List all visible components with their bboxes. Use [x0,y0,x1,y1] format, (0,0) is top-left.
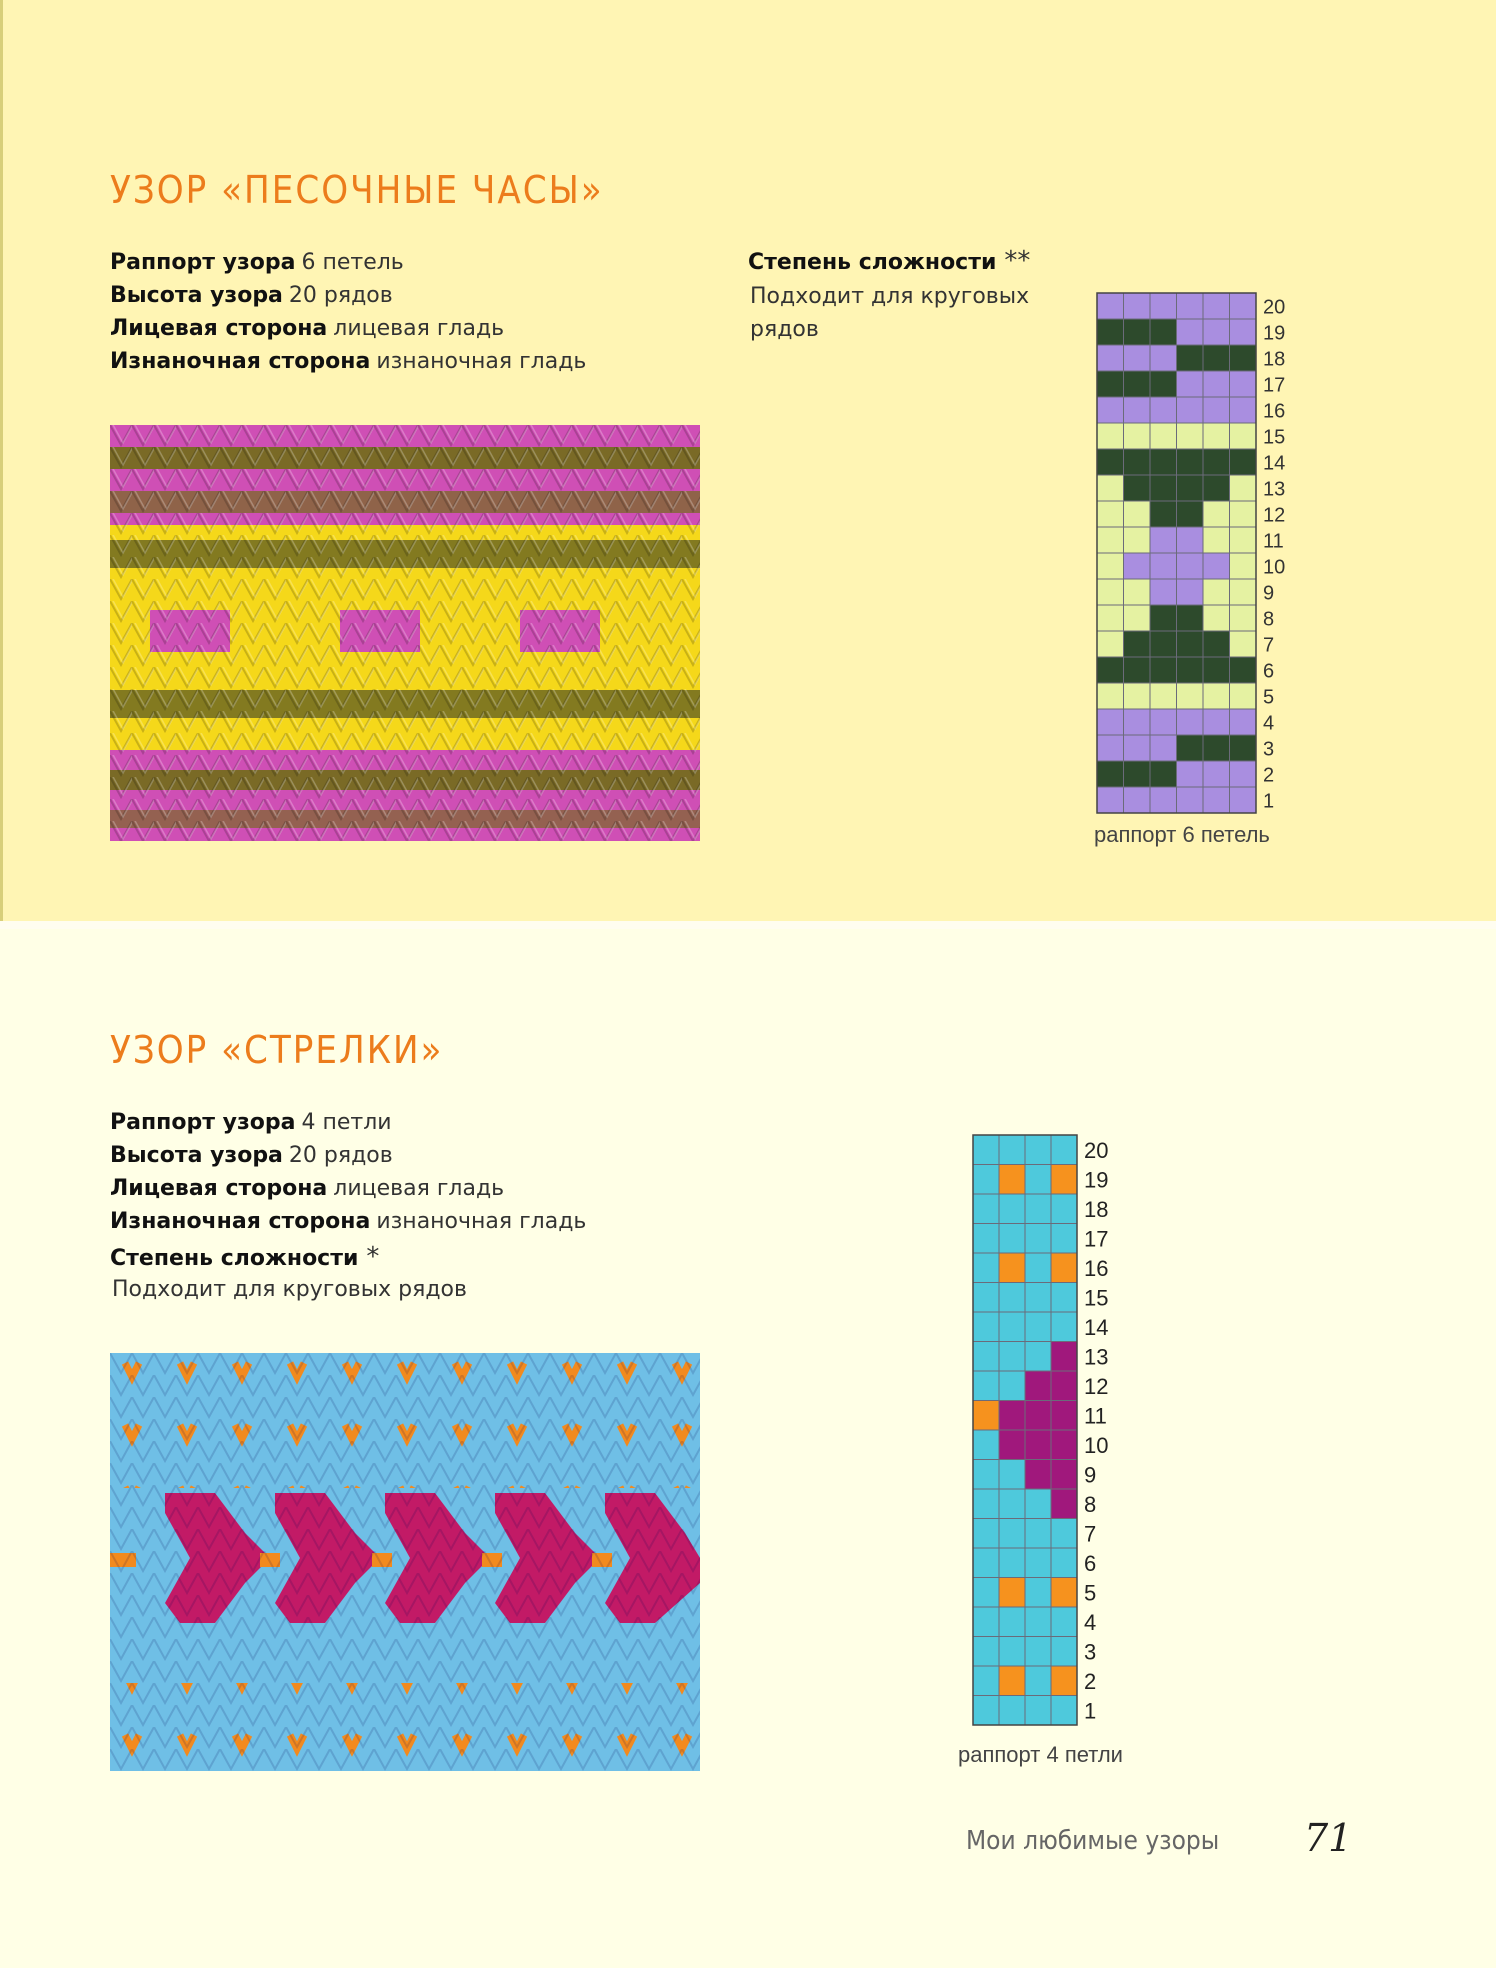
face-value: лицевая гладь [333,1176,505,1201]
pattern2-photo [110,1353,700,1771]
row-number: 7 [1263,634,1275,657]
chart-cell [1230,345,1257,371]
chart-cell [973,1401,999,1431]
height-label: Высота узора [110,283,283,308]
chart-cell [999,1253,1025,1283]
chart-cell [1097,527,1124,553]
chart-cell [973,1224,999,1254]
chart-cell [1150,501,1177,527]
chart-cell [1150,371,1177,397]
chart-cell [1051,1401,1077,1431]
chart-cell [973,1578,999,1608]
chart-cell [1150,631,1177,657]
row-number: 2 [1263,764,1275,787]
pattern2-back [110,1209,586,1234]
chart-cell [973,1430,999,1460]
chart-cell [1124,579,1151,605]
chart-cell [999,1578,1025,1608]
row-number: 3 [1263,738,1275,761]
chart-cell [999,1135,1025,1165]
chart-cell [1150,735,1177,761]
chart-cell [1150,293,1177,319]
chart-cell [1203,319,1230,345]
chart-cell [1203,397,1230,423]
chart-grid [1096,292,1295,816]
chart-cell [1097,553,1124,579]
chart-cell [1097,631,1124,657]
chart-cell [1097,657,1124,683]
chart-cell [1025,1578,1051,1608]
chart-cell [1025,1637,1051,1667]
chart-cell [1203,631,1230,657]
rapport-label: Раппорт узора [110,250,296,275]
chart-cell [1124,709,1151,735]
row-number: 12 [1084,1374,1109,1400]
chart-cell [1177,397,1204,423]
chart-cell [1124,761,1151,787]
difficulty-stars: * [366,1242,380,1272]
chart-cell [1025,1548,1051,1578]
chart-cell [1051,1548,1077,1578]
pattern2-difficulty [110,1242,379,1272]
chart-cell [1097,475,1124,501]
height-value: 20 рядов [288,283,393,308]
chart-cell [1025,1342,1051,1372]
chart-cell [973,1489,999,1519]
chart-cell [1097,605,1124,631]
chart-cell [1230,397,1257,423]
chart-cell [1097,397,1124,423]
rapport-value: 6 петель [301,250,404,275]
chart-cell [1230,631,1257,657]
chart-cell [1230,787,1257,813]
chart-cell [1203,527,1230,553]
rapport-label: Раппорт узора [110,1110,296,1135]
difficulty-label: Степень сложности [110,1246,359,1271]
chart-cell [1025,1224,1051,1254]
chart-cell [1150,345,1177,371]
chart-cell [1025,1460,1051,1490]
chart-cell [1051,1342,1077,1372]
chart-cell [1230,527,1257,553]
chart-cell [1203,657,1230,683]
pattern1-photo [110,425,700,841]
chart-cell [973,1253,999,1283]
chart-cell [1097,735,1124,761]
chart-cell [1051,1283,1077,1313]
row-number: 18 [1084,1197,1109,1223]
chart-cell [1203,371,1230,397]
footer-title: Мои любимые узоры [966,1826,1220,1856]
chart-cell [1097,761,1124,787]
chart-cell [1025,1519,1051,1549]
chart-cell [1177,579,1204,605]
chart-cell [1230,709,1257,735]
chart-cell [1025,1312,1051,1342]
height-value: 20 рядов [288,1143,393,1168]
chart-cell [1097,787,1124,813]
height-label: Высота узора [110,1143,283,1168]
row-number: 2 [1084,1669,1097,1695]
row-number: 6 [1263,660,1275,683]
chart-cell [999,1519,1025,1549]
chart-cell [1230,293,1257,319]
pattern1-chart [1096,292,1295,820]
chart-cell [1203,761,1230,787]
chart-cell [1124,293,1151,319]
chart-cell [1097,501,1124,527]
chart-cell [999,1165,1025,1195]
row-number: 13 [1263,478,1286,501]
chart-cell [1097,319,1124,345]
chart-cell [1203,787,1230,813]
row-number: 20 [1084,1138,1109,1164]
chart-cell [1230,761,1257,787]
chart-cell [1025,1194,1051,1224]
chart-cell [973,1548,999,1578]
chart-cell [1230,553,1257,579]
chart-cell [1051,1666,1077,1696]
chart-cell [973,1666,999,1696]
pattern1-chart-caption: раппорт 6 петель [1094,822,1270,847]
chart-cell [1051,1637,1077,1667]
chart-cell [999,1548,1025,1578]
row-number: 3 [1084,1639,1097,1665]
chart-cell [1051,1253,1077,1283]
chart-cell [1203,579,1230,605]
row-number: 11 [1084,1403,1107,1429]
chart-cell [1177,605,1204,631]
pattern2-rapport [110,1110,392,1135]
chart-cell [999,1696,1025,1726]
back-label: Изнаночная сторона [110,349,371,374]
page-number: 71 [1304,1816,1353,1860]
row-number: 10 [1263,556,1286,579]
chart-cell [1025,1430,1051,1460]
chart-cell [1097,423,1124,449]
chart-cell [1150,683,1177,709]
chart-cell [1124,423,1151,449]
row-number: 15 [1084,1285,1109,1311]
chart-cell [1025,1135,1051,1165]
chart-cell [1051,1224,1077,1254]
chart-cell [1025,1371,1051,1401]
chart-cell [1097,293,1124,319]
chart-cell [1177,293,1204,319]
chart-cell [1051,1165,1077,1195]
chart-cell [1203,683,1230,709]
chart-cell [1051,1312,1077,1342]
chart-cell [973,1371,999,1401]
chart-cell [1203,293,1230,319]
difficulty-stars: ** [1004,246,1031,276]
chart-cell [1203,423,1230,449]
pattern2-title: УЗОР «СТРЕЛКИ» [110,1028,444,1072]
chart-cell [1097,371,1124,397]
chart-cell [973,1312,999,1342]
chart-grid [972,1134,1116,1728]
chart-cell [1025,1696,1051,1726]
pattern2-height [110,1143,393,1168]
face-label: Лицевая сторона [110,1176,328,1201]
chart-cell [1150,423,1177,449]
chart-cell [973,1342,999,1372]
chart-cell [1230,371,1257,397]
chart-cell [1150,553,1177,579]
chart-cell [1051,1135,1077,1165]
chart-cell [1051,1371,1077,1401]
chart-cell [1124,631,1151,657]
chart-cell [999,1637,1025,1667]
pattern1-rapport [110,250,404,275]
row-number: 9 [1084,1462,1097,1488]
row-number: 4 [1263,712,1275,735]
chart-cell [1230,735,1257,761]
chart-cell [1230,657,1257,683]
row-number: 1 [1263,790,1275,813]
chart-cell [1051,1519,1077,1549]
chart-cell [1124,605,1151,631]
chart-cell [1150,397,1177,423]
chart-cell [1150,761,1177,787]
face-label: Лицевая сторона [110,316,328,341]
chart-cell [1097,683,1124,709]
chart-cell [1203,709,1230,735]
chart-cell [1177,631,1204,657]
chart-cell [1025,1666,1051,1696]
chart-cell [1177,319,1204,345]
chart-cell [1177,787,1204,813]
chart-cell [1124,501,1151,527]
row-number: 15 [1263,426,1286,449]
pattern2-note: Подходит для круговых рядов [112,1277,467,1302]
chart-cell [1177,735,1204,761]
row-number: 13 [1084,1344,1109,1370]
section-divider [0,921,1496,929]
chart-cell [1025,1401,1051,1431]
pattern2-face [110,1176,504,1201]
chart-cell [1150,579,1177,605]
chart-cell [1124,657,1151,683]
chart-cell [1097,449,1124,475]
chart-cell [1124,319,1151,345]
chart-cell [1177,761,1204,787]
chart-cell [999,1283,1025,1313]
chart-cell [1124,449,1151,475]
chart-cell [1177,423,1204,449]
chart-cell [1203,449,1230,475]
chart-cell [1051,1489,1077,1519]
chart-cell [973,1519,999,1549]
chart-cell [1203,553,1230,579]
chart-cell [1203,605,1230,631]
chart-cell [1124,397,1151,423]
chart-cell [999,1312,1025,1342]
chart-cell [973,1283,999,1313]
chart-cell [973,1637,999,1667]
chart-cell [1025,1253,1051,1283]
chart-cell [1124,345,1151,371]
row-number: 9 [1263,582,1275,605]
chart-cell [1203,735,1230,761]
row-number: 14 [1263,452,1286,475]
row-number: 6 [1084,1551,1097,1577]
chart-cell [1230,501,1257,527]
pattern1-height [110,283,393,308]
chart-cell [973,1607,999,1637]
row-number: 8 [1084,1492,1097,1518]
chart-cell [1124,735,1151,761]
row-number: 5 [1084,1580,1097,1606]
chart-cell [1203,475,1230,501]
chart-cell [973,1696,999,1726]
chart-cell [1124,527,1151,553]
chart-cell [1051,1607,1077,1637]
chart-cell [1025,1165,1051,1195]
chart-cell [1124,787,1151,813]
row-number: 12 [1263,504,1286,527]
row-number: 1 [1084,1698,1097,1724]
chart-cell [1230,579,1257,605]
chart-cell [1150,709,1177,735]
chart-cell [1177,709,1204,735]
back-label: Изнаночная сторона [110,1209,371,1234]
row-number: 17 [1263,374,1286,397]
chart-cell [1051,1430,1077,1460]
chart-cell [999,1371,1025,1401]
row-number: 16 [1263,400,1286,423]
chart-cell [1051,1578,1077,1608]
chart-cell [1097,345,1124,371]
chart-cell [1230,449,1257,475]
row-number: 4 [1084,1610,1097,1636]
chart-cell [1051,1696,1077,1726]
chart-cell [999,1430,1025,1460]
chart-cell [1124,371,1151,397]
rapport-value: 4 петли [301,1110,392,1135]
chart-cell [1097,709,1124,735]
chart-cell [999,1194,1025,1224]
chart-cell [999,1460,1025,1490]
chart-cell [1150,449,1177,475]
row-number: 19 [1084,1167,1109,1193]
chart-cell [1150,657,1177,683]
chart-cell [999,1489,1025,1519]
row-number: 5 [1263,686,1275,709]
pattern1-difficulty [748,246,1030,276]
row-number: 17 [1084,1226,1109,1252]
chart-cell [1177,475,1204,501]
row-number: 19 [1263,322,1286,345]
chart-cell [1230,319,1257,345]
chart-cell [1177,657,1204,683]
chart-cell [1177,345,1204,371]
chart-cell [1150,605,1177,631]
chart-cell [999,1342,1025,1372]
chart-cell [973,1460,999,1490]
chart-cell [1051,1460,1077,1490]
chart-cell [1177,527,1204,553]
chart-cell [1177,683,1204,709]
chart-cell [999,1666,1025,1696]
chart-cell [999,1607,1025,1637]
chart-cell [1097,579,1124,605]
pattern2-chart [972,1134,1116,1732]
face-value: лицевая гладь [333,316,505,341]
chart-cell [1203,345,1230,371]
row-number: 10 [1084,1433,1109,1459]
chart-cell [1177,501,1204,527]
back-value: изнаночная гладь [376,1209,587,1234]
chart-cell [973,1194,999,1224]
row-number: 18 [1263,348,1286,371]
pattern1-face [110,316,504,341]
chart-cell [1025,1489,1051,1519]
chart-cell [973,1165,999,1195]
back-value: изнаночная гладь [376,349,587,374]
chart-cell [1230,423,1257,449]
row-number: 7 [1084,1521,1097,1547]
chart-cell [1124,475,1151,501]
chart-cell [1230,475,1257,501]
chart-cell [999,1224,1025,1254]
pattern1-note: Подходит для круговых рядов [750,284,1030,342]
pattern1-title: УЗОР «ПЕСОЧНЫЕ ЧАСЫ» [110,168,604,212]
row-number: 20 [1263,296,1286,319]
chart-cell [973,1135,999,1165]
chart-cell [1124,553,1151,579]
pattern1-back [110,349,586,374]
chart-cell [1025,1607,1051,1637]
chart-cell [1150,527,1177,553]
chart-cell [1230,605,1257,631]
chart-cell [1150,319,1177,345]
chart-cell [1150,787,1177,813]
chart-cell [1150,475,1177,501]
difficulty-label: Степень сложности [748,250,997,275]
chart-cell [1203,501,1230,527]
row-number: 11 [1263,530,1284,553]
row-number: 16 [1084,1256,1109,1282]
chart-cell [1177,449,1204,475]
chart-cell [1177,553,1204,579]
chart-cell [1025,1283,1051,1313]
chart-cell [1177,371,1204,397]
row-number: 8 [1263,608,1275,631]
row-number: 14 [1084,1315,1109,1341]
chart-cell [1230,683,1257,709]
chart-cell [1051,1194,1077,1224]
chart-cell [1124,683,1151,709]
chart-cell [999,1401,1025,1431]
pattern2-chart-caption: раппорт 4 петли [958,1742,1123,1767]
